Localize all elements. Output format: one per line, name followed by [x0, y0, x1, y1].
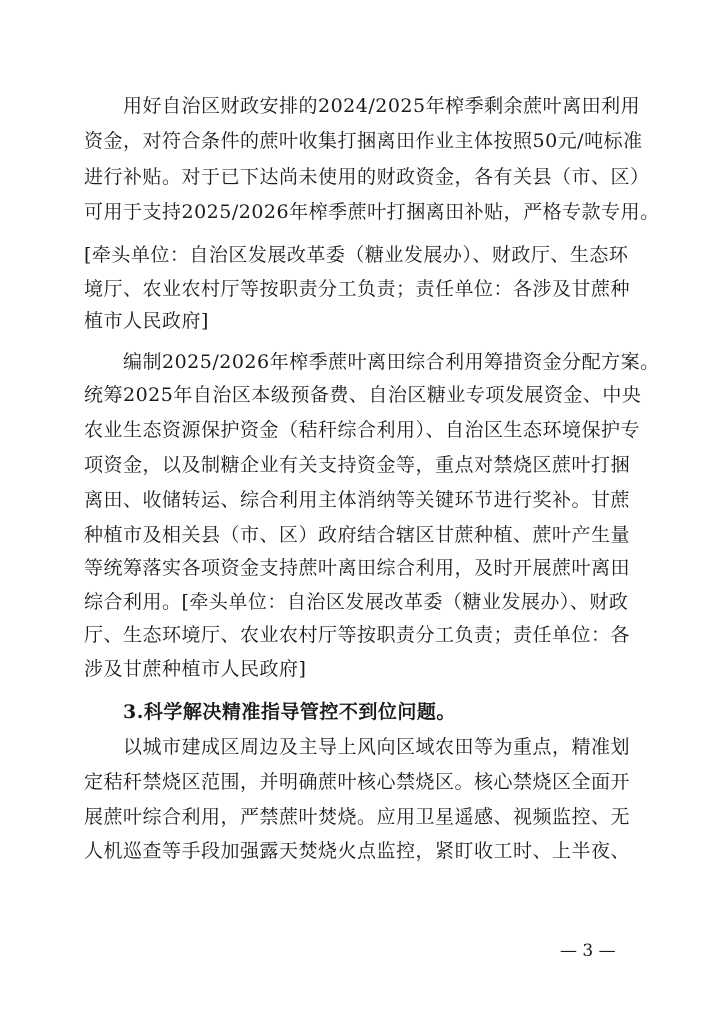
text-line: 以城市建成区周边及主导上风向区域农田等为重点，精准划: [84, 736, 631, 758]
text-line: [牵头单位：自治区发展改革委（糖业发展办）、财政厅、生态环: [84, 244, 629, 266]
page-number: — 3 —: [560, 941, 616, 961]
text-line: 展蔗叶综合利用，严禁蔗叶焚烧。应用卫星遥感、视频监控、无: [84, 806, 631, 828]
text-line: 种植市及相关县（市、区）政府结合辖区甘蔗种植、蔗叶产生量: [84, 524, 631, 546]
text-line: 农业生态资源保护资金（秸秆综合利用）、自治区生态环境保护专: [84, 419, 641, 441]
text-line: 用好自治区财政安排的2024/2025年榨季剩余蔗叶离田利用: [84, 95, 641, 117]
text-line: 植市人民政府]: [84, 310, 209, 332]
text-line: 资金，对符合条件的蔗叶收集打捆离田作业主体按照50元/吨标准: [84, 130, 643, 152]
text-line: 定秸秆禁烧区范围，并明确蔗叶核心禁烧区。核心禁烧区全面开: [84, 771, 631, 793]
text-line: 项资金，以及制糖企业有关支持资金等，重点对禁烧区蔗叶打捆: [84, 454, 631, 476]
text-line: 涉及甘蔗种植市人民政府]: [84, 658, 307, 680]
text-line: 等统筹落实各项资金支持蔗叶离田综合利用，及时开展蔗叶离田: [84, 557, 631, 579]
text-line: 厅、生态环境厅、农业农村厅等按职责分工负责；责任单位：各: [84, 624, 631, 646]
text-line: 统筹2025年自治区本级预备费、自治区糖业专项发展资金、中央: [84, 384, 642, 406]
text-line: 综合利用。[牵头单位：自治区发展改革委（糖业发展办）、财政: [84, 591, 629, 613]
text-line: 编制2025/2026年榨季蔗叶离田综合利用筹措资金分配方案。: [84, 351, 660, 373]
text-line: 境厅、农业农村厅等按职责分工负责；责任单位：各涉及甘蔗种: [84, 278, 631, 300]
text-line: 离田、收储转运、综合利用主体消纳等关键环节进行奖补。甘蔗: [84, 489, 631, 511]
text-line: 进行补贴。对于已下达尚未使用的财政资金，各有关县（市、区）: [84, 166, 650, 188]
section-heading: 3.科学解决精准指导管控不到位问题。: [84, 701, 456, 723]
text-line: 可用于支持2025/2026年榨季蔗叶打捆离田补贴，严格专款专用。: [84, 201, 660, 223]
text-line: 人机巡查等手段加强露天焚烧火点监控，紧盯收工时、上半夜、: [84, 840, 631, 862]
